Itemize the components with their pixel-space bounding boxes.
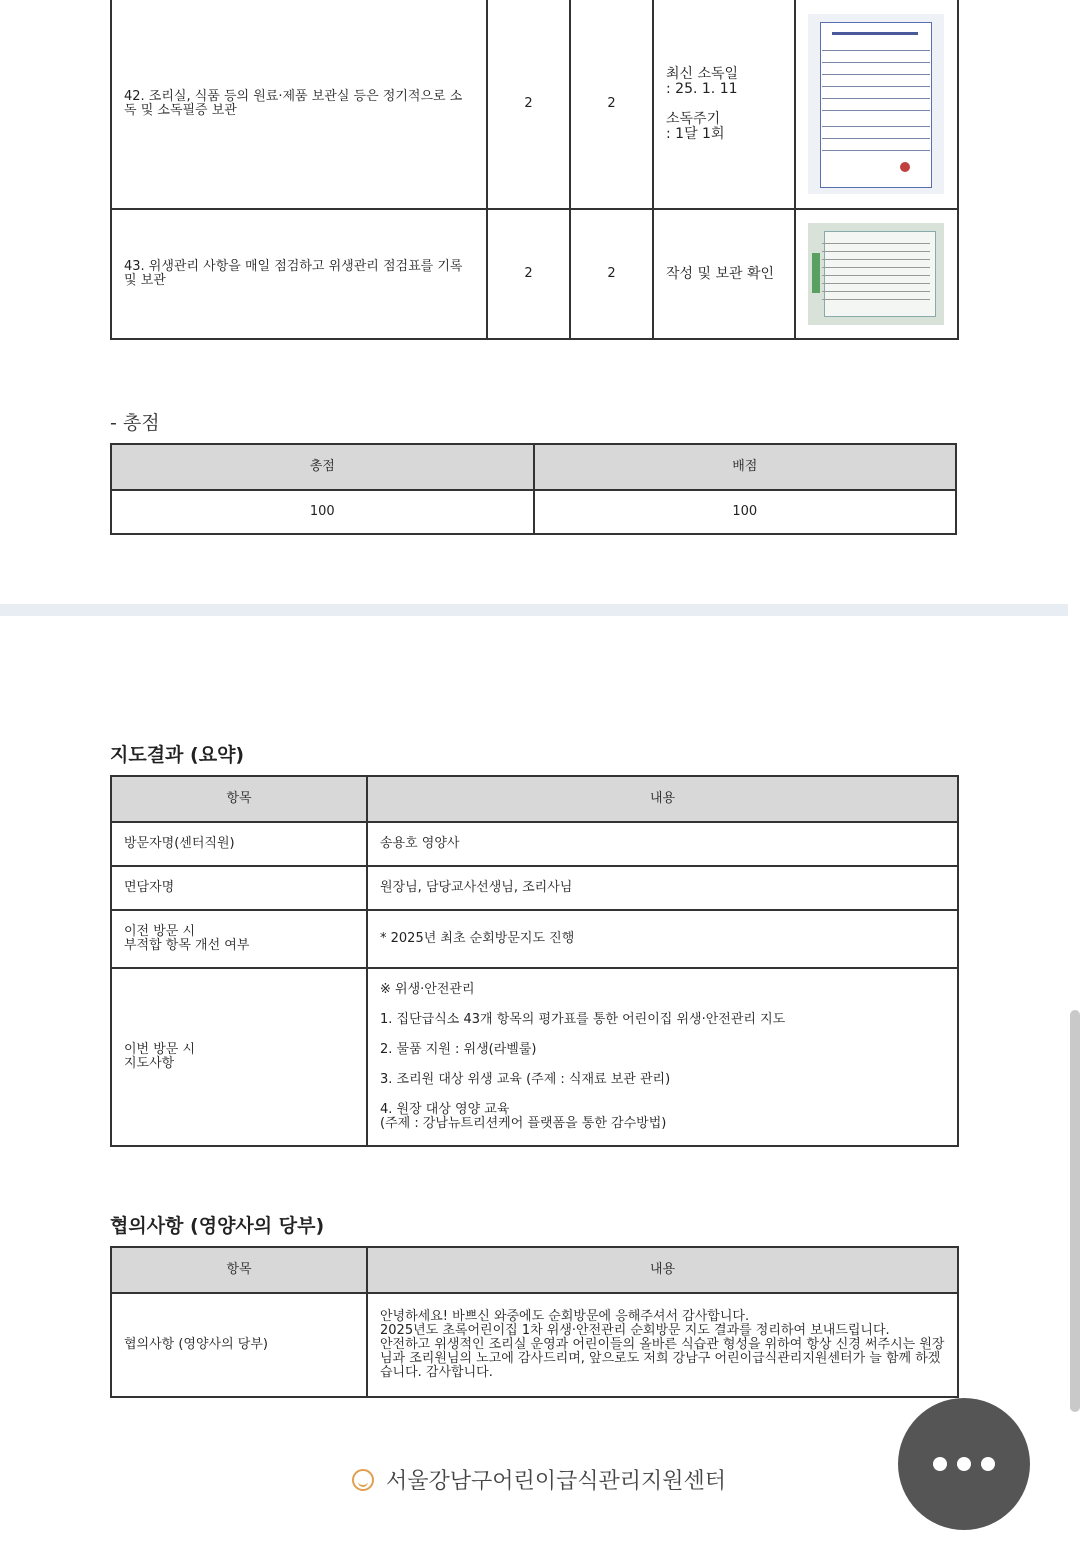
item-photo-cell: [795, 0, 958, 209]
smile-logo-icon: [352, 1469, 374, 1491]
more-dots-icon: [933, 1457, 947, 1471]
more-dots-icon: [957, 1457, 971, 1471]
row-item: 이전 방문 시 부적합 항목 개선 여부: [111, 910, 367, 968]
report-page-top: [0, 0, 1068, 604]
evaluation-items-table: [110, 0, 959, 340]
item-photo-cell: [795, 209, 958, 339]
allocation-value: 100: [534, 490, 957, 534]
row-item: 면담자명: [111, 866, 367, 910]
item-note: 최신 소독일 : 25. 1. 11 소독주기 : 1달 1회: [653, 0, 795, 209]
guidance-line: ※ 위생·안전관리: [380, 982, 475, 997]
item-label: 43. 위생관리 사항을 매일 점검하고 위생관리 점검표를 기록 및 보관: [111, 209, 487, 339]
table-row: [111, 490, 956, 534]
guidance-line: 1. 집단급식소 43개 항목의 평가표를 통한 어린이집 위생·안전관리 지도: [380, 1012, 786, 1027]
item-max-score: 2: [487, 209, 570, 339]
header-total: 총점: [111, 444, 534, 490]
page-divider: [0, 604, 1068, 616]
org-name: 서울강남구어린이급식관리지원센터: [386, 1469, 727, 1494]
table-row: [111, 910, 958, 968]
row-content: * 2025년 최초 순회방문지도 진행: [367, 910, 958, 968]
row-content: 원장님, 담당교사선생님, 조리사님: [367, 866, 958, 910]
table-row: [111, 866, 958, 910]
table-header-row: [111, 776, 958, 822]
total-value: 100: [111, 490, 534, 534]
item-score: 2: [570, 209, 653, 339]
header-item: 항목: [111, 1247, 367, 1293]
guidance-line: 2. 물품 지원 : 위생(라벨룰): [380, 1042, 537, 1057]
row-item: 협의사항 (영양사의 당부): [111, 1293, 367, 1397]
item-score: 2: [570, 0, 653, 209]
header-allocation: 배점: [534, 444, 957, 490]
row-content: 송용호 영양사: [367, 822, 958, 866]
row-item: 이번 방문 시 지도사항: [111, 968, 367, 1146]
more-dots-icon: [981, 1457, 995, 1471]
row-item: 방문자명(센터직원): [111, 822, 367, 866]
total-score-label: - 총점: [110, 412, 160, 434]
guidance-line: 4. 원장 대상 영양 교육 (주제 : 강남뉴트리션케어 플랫폼을 통한 감수방법): [380, 1102, 667, 1131]
header-content: 내용: [367, 776, 958, 822]
header-item: 항목: [111, 776, 367, 822]
table-row: [111, 209, 958, 339]
summary-table: [110, 775, 959, 1147]
scrollbar[interactable]: [1070, 1010, 1080, 1412]
consult-table: [110, 1246, 959, 1398]
item-max-score: 2: [487, 0, 570, 209]
table-row: [111, 1293, 958, 1397]
consult-message: 안녕하세요! 바쁘신 와중에도 순회방문에 응해주셔서 감사합니다. 2025년도 초록어린이집 1차 위생·안전관리 순회방문 지도 결과를 정리하여 보내드립니다. 안전하고 위생적인 조리실 운영과 어린이들의 올바른 식습관 형성을 위하여 항상 신경 써주시는 원장님과 조리원님의 노고에 감사드리며, 앞으로도 저희 강남구 어린이급식관리지원센터가 늘 함께 하겠습니다. 감사합니다.: [367, 1293, 958, 1397]
summary-title: 지도결과 (요약): [110, 744, 245, 766]
hygiene-checklist-photo[interactable]: [808, 223, 944, 325]
total-score-table: [110, 443, 957, 535]
item-note: 작성 및 보관 확인: [653, 209, 795, 339]
item-label: 42. 조리실, 식품 등의 원료·제품 보관실 등은 정기적으로 소독 및 소독필증 보관: [111, 0, 487, 209]
table-header-row: [111, 1247, 958, 1293]
footer-org: [352, 1464, 726, 1495]
guidance-line: 3. 조리원 대상 위생 교육 (주제 : 식재료 보관 관리): [380, 1072, 671, 1087]
consult-title: 협의사항 (영양사의 당부): [110, 1215, 325, 1237]
guidance-content: [367, 968, 958, 1146]
table-header-row: [111, 444, 956, 490]
table-row: [111, 822, 958, 866]
disinfection-certificate-photo[interactable]: [808, 14, 944, 194]
table-row: [111, 968, 958, 1146]
more-options-button[interactable]: [898, 1398, 1030, 1530]
table-row: [111, 0, 958, 209]
header-content: 내용: [367, 1247, 958, 1293]
